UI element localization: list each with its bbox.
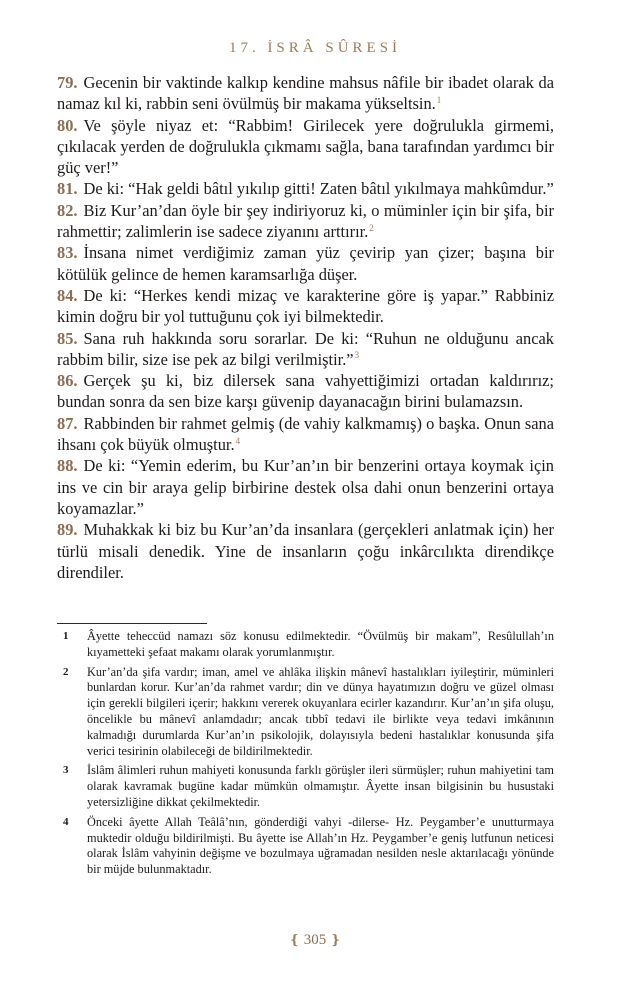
verse-number: 84. bbox=[57, 285, 78, 305]
verse-text: Gerçek şu ki, biz dilersek sana vahyettiğimizi ortadan kaldırırız; bundan sonra da sen bize karşı güvenip dayanacağın birini bulamazsın. bbox=[57, 371, 554, 412]
running-header: 17. İSRÂ SÛRESİ bbox=[228, 40, 402, 56]
verse-item bbox=[57, 115, 554, 179]
verse-text: Gecenin bir vaktinde kalkıp kendine mahsus nâfile bir ibadet olarak da namaz kıl ki, rabbin seni övülmüş bir makama yükseltsin. bbox=[57, 73, 554, 114]
verse-list bbox=[57, 72, 554, 583]
verse-text: İnsana nimet verdiğimiz zaman yüz çevirip yan çizer; başına bir kötülük gelince de hemen karamsarlığa düşer. bbox=[57, 243, 554, 284]
verse-item bbox=[57, 200, 554, 243]
footnote-text: Kur’an’da şifa vardır; iman, amel ve ahlâka ilişkin mânevî hastalıkları iyileştirir, müminleri bunlardan korur. Kur’an’da rahmet vardır; din ve dünya hayatımızın doğru ve güzel olması için gerekli bilgileri içerir; hakkını vererek okuyanlara ecirler kazandırır. Kur’an’ın şifa oluşu, öncelikle bu mânevî anlamdadır; ancak tıbbî tedavi ile birlikte veya tedavi imkânının kalmadığı durumlarda Kur’an’ın psikolojik, dolayısıyla bedeni hastalıklar konusunda şifa verici tesirinin olabileceği de bildirilmektedir. bbox=[87, 664, 554, 758]
footnote-ref[interactable]: 3 bbox=[354, 350, 360, 361]
footnote-ref[interactable]: 2 bbox=[369, 222, 374, 233]
verse-item bbox=[57, 285, 554, 328]
verse-number: 86. bbox=[57, 371, 78, 391]
page-number bbox=[0, 932, 630, 949]
verse-number: 89. bbox=[57, 520, 78, 540]
verse-item bbox=[57, 413, 554, 456]
footnote-number: 4 bbox=[63, 815, 69, 828]
verse-number: 88. bbox=[57, 456, 78, 476]
verse-number: 87. bbox=[57, 413, 78, 433]
verse-number: 85. bbox=[57, 328, 78, 348]
verse-text: De ki: “Yemin ederim, bu Kur’an’ın bir benzerini ortaya koymak için ins ve cin bir araya gelip birbirine destek olsa dahi onun benzerini ortaya koyamazlar.” bbox=[57, 456, 554, 518]
verse-text: Rabbinden bir rahmet gelmiş (de vahiy kalkmamış) o başka. Onun sana ihsanı çok büyük olmuştur. bbox=[57, 413, 554, 455]
footnote-item bbox=[57, 763, 554, 810]
verse-item bbox=[57, 328, 554, 371]
verse-number: 83. bbox=[57, 243, 78, 263]
right-ornament-icon: ❵ bbox=[330, 932, 341, 947]
footnote-list bbox=[57, 629, 554, 882]
verse-text: Sana ruh hakkında soru sorarlar. De ki: “Ruhun ne olduğunu ancak rabbim bilir, size ise pek az bilgi verilmiştir.” bbox=[57, 328, 554, 369]
footnote-divider bbox=[57, 623, 207, 624]
verse-number: 80. bbox=[57, 115, 78, 135]
verse-item bbox=[57, 72, 554, 115]
footnote-item bbox=[57, 815, 554, 878]
footnote-text: Âyette teheccüd namazı söz konusu edilmektedir. “Övülmüş bir makam”, Resûlullah’ın kıyametteki şefaat makamı olarak yorumlanmıştır. bbox=[87, 629, 554, 659]
verse-number: 82. bbox=[57, 200, 78, 220]
verse-item bbox=[57, 242, 554, 285]
verse-item bbox=[57, 455, 554, 519]
verse-text: Ve şöyle niyaz et: “Rabbim! Girilecek yere doğrulukla girmemi, çıkılacak yerden de doğrulukla çıkmamı sağla, bana tarafından yardımcı bir güç ver!” bbox=[57, 115, 554, 178]
verse-text: De ki: “Hak geldi bâtıl yıkılıp gitti! Zaten bâtıl yıkılmaya mahkûmdur.” bbox=[83, 179, 554, 199]
footnote-number: 1 bbox=[63, 630, 69, 642]
footnote-item bbox=[57, 629, 554, 661]
footnote-ref[interactable]: 4 bbox=[235, 435, 241, 446]
verse-text: Biz Kur’an’dan öyle bir şey indiriyoruz ki, o müminler için bir şifa, bir rahmettir; zalimlerin ise sadece ziyanını arttırır. bbox=[57, 200, 554, 242]
verse-item bbox=[57, 370, 554, 413]
verse-item bbox=[57, 178, 554, 199]
verse-number: 79. bbox=[57, 73, 78, 92]
page-number-value: 305 bbox=[303, 932, 327, 948]
footnote-number: 2 bbox=[63, 665, 69, 678]
footnote-number: 3 bbox=[63, 764, 69, 777]
verse-text: Muhakkak ki biz bu Kur’an’da insanlara (gerçekleri anlatmak için) her türlü misali denedik. Yine de insanların çoğu inkârcılıkta direndikçe direndiler. bbox=[57, 520, 554, 582]
verse-text: De ki: “Herkes kendi mizaç ve karakterine göre iş yapar.” Rabbiniz kimin doğru bir yol tuttuğunu çok iyi bilmektedir. bbox=[57, 285, 554, 327]
footnote-text: Önceki âyette Allah Teâlâ’nın, gönderdiği vahyi -dilerse- Hz. Peygamber’e unutturmaya muktedir olduğu bildirilmişti. Bu âyette ise Allah’ın Hz. Peygamber’e geniş lutfunun neticesi olarak İslâm vahyinin değişme ve bozulmaya uğramadan nesilden nesle aktarılacağı yönünde bir müjde bulunmaktadır. bbox=[87, 814, 554, 877]
left-ornament-icon: ❴ bbox=[289, 932, 300, 947]
footnote-item bbox=[57, 665, 554, 760]
verse-number: 81. bbox=[57, 179, 78, 199]
verse-item bbox=[57, 519, 554, 583]
footnote-ref[interactable]: 1 bbox=[436, 94, 442, 105]
footnote-text: İslâm âlimleri ruhun mahiyeti konusunda farklı görüşler ileri sürmüşler; ruhun mahiyetini tam olarak kavramak bugüne kadar mümkün olmamıştır. Âyette insan bilgisinin bu husustaki yetersizliğine dikkat çekilmektedir. bbox=[87, 763, 554, 809]
